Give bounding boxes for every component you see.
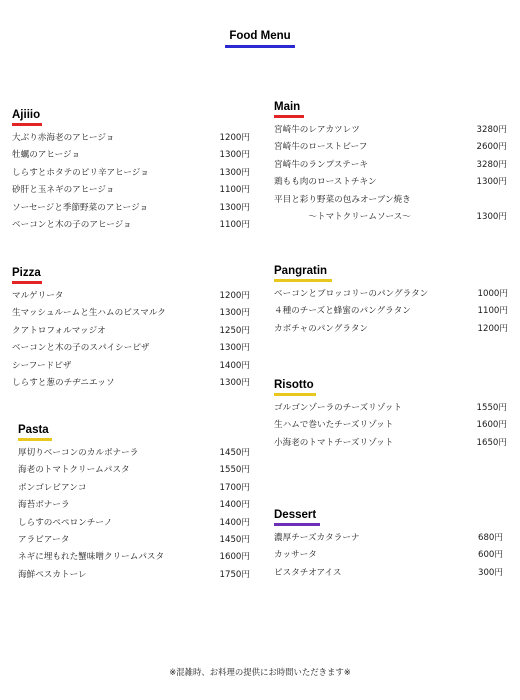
menu-item [12, 200, 250, 217]
menu-item-name: ソーセージと季節野菜のアヒージョ [12, 202, 149, 213]
menu-item-name: 厚切りベーコンのカルボナーラ [18, 448, 139, 458]
menu-item-name: ベーコンと木の子のスパイシーピザ [12, 343, 150, 354]
menu-item [18, 462, 250, 479]
menu-item-price: 1400円 [219, 517, 250, 528]
menu-item-name: ゴルゴンゾーラのチーズリゾット [274, 403, 402, 413]
section-underline-pangratin [274, 279, 332, 282]
menu-item-name: ベーコンとブロッコリーのパングラタン [274, 289, 429, 299]
item-list-pasta [18, 445, 250, 584]
menu-item [274, 530, 503, 547]
section-underline-pasta [18, 438, 52, 441]
menu-item-name: 宮崎牛のレアカツレツ [274, 125, 360, 135]
section-risotto [274, 379, 507, 452]
section-title-ajiiio: Ajiiio [12, 109, 41, 121]
menu-item-name: シーフードピザ [12, 360, 72, 371]
menu-item-name: アラビアータ [18, 535, 70, 546]
menu-item-price: 300円 [478, 567, 503, 578]
menu-item [274, 157, 507, 174]
item-list-pizza [12, 288, 250, 392]
menu-item-price: 3280円 [476, 125, 507, 135]
menu-item-name: 牡蠣のアヒージョ [12, 150, 81, 161]
menu-item-name: ネギに埋もれた蟹味噌クリームパスタ [18, 552, 165, 563]
menu-item-price: 600円 [478, 550, 503, 561]
menu-item-name: 平目と彩り野菜の包みオーブン焼き [274, 194, 411, 205]
menu-item-price: 1100円 [219, 220, 250, 231]
menu-item-price: 1300円 [219, 202, 250, 213]
menu-item [18, 549, 250, 566]
menu-item-name: ピスタチオアイス [274, 567, 342, 578]
menu-item-name: ベーコンと木の子のアヒージョ [12, 220, 132, 231]
section-title-risotto: Risotto [274, 379, 314, 391]
item-list-dessert [274, 530, 503, 582]
menu-item [12, 340, 250, 357]
menu-item-name: ４種のチーズと蜂蜜のパングラタン [274, 306, 411, 317]
page-title-block [0, 30, 520, 48]
section-title-pangratin: Pangratin [274, 265, 328, 277]
item-list-ajiiio [12, 130, 250, 234]
section-title-main: Main [274, 101, 301, 113]
menu-item-name: しらすとホタテのピリ辛アヒージョ [12, 167, 149, 178]
menu-item-price: 1200円 [219, 291, 250, 301]
menu-item-name: 砂肝と玉ネギのアヒージョ [12, 185, 115, 196]
menu-item-price: 1300円 [219, 150, 250, 161]
menu-item-price: 1650円 [476, 437, 507, 448]
menu-item [12, 130, 250, 147]
menu-item-price: 1200円 [219, 133, 250, 143]
menu-item [12, 375, 250, 392]
section-main [274, 101, 507, 226]
menu-item [18, 480, 250, 497]
menu-item [274, 209, 507, 226]
menu-item-price: 3280円 [476, 159, 507, 170]
menu-item-name: 大ぶり赤海老のアヒージョ [12, 133, 115, 143]
menu-item [12, 358, 250, 375]
menu-item [18, 497, 250, 514]
menu-item-name: 濃厚チーズカタラーナ [274, 533, 360, 543]
section-title-pasta: Pasta [18, 424, 49, 436]
menu-item-name: しらすのペペロンチーノ [18, 517, 113, 528]
menu-item-price: 1100円 [477, 306, 508, 317]
menu-item-price: 1700円 [219, 482, 250, 493]
menu-item [274, 139, 507, 156]
section-title-dessert: Dessert [274, 509, 317, 521]
menu-item-price: 680円 [478, 533, 503, 543]
menu-item [18, 567, 250, 584]
menu-item [274, 400, 507, 417]
menu-item [12, 147, 250, 164]
footer-note: ※混雑時、お料理の提供にお時間いただきます※ [169, 667, 351, 677]
menu-item [12, 182, 250, 199]
title-underline [225, 45, 295, 48]
menu-item-name: 生ハムで巻いたチーズリゾット [274, 420, 394, 431]
menu-item [18, 532, 250, 549]
menu-item-price: 1400円 [219, 500, 250, 511]
menu-item [274, 286, 508, 303]
section-pangratin [274, 265, 508, 338]
section-underline-dessert [274, 523, 320, 526]
section-underline-ajiiio [12, 123, 42, 126]
menu-item-price: 1550円 [219, 465, 250, 476]
menu-item-price: 1750円 [219, 569, 250, 580]
section-title-pizza: Pizza [12, 267, 41, 279]
section-pizza [12, 267, 250, 392]
menu-item-price: 1300円 [476, 177, 507, 188]
menu-item-name: 宮崎牛のランプステーキ [274, 159, 369, 170]
menu-item-price: 2600円 [476, 142, 507, 153]
menu-item-price: 1200円 [477, 323, 508, 334]
menu-item-price: 1600円 [476, 420, 507, 431]
menu-item-price: 1550円 [476, 403, 507, 413]
menu-item-price: 1400円 [219, 360, 250, 371]
section-dessert [274, 509, 503, 582]
menu-item-price: 1000円 [477, 289, 508, 299]
menu-item-price: 1300円 [219, 378, 250, 389]
menu-item-price: 1100円 [219, 185, 250, 196]
menu-item-name: クアトロフォルマッジオ [12, 325, 106, 336]
menu-item-name: カッサータ [274, 550, 317, 561]
menu-item [274, 435, 507, 452]
menu-item [274, 122, 507, 139]
menu-item [18, 445, 250, 462]
menu-item-price: 1250円 [219, 325, 250, 336]
menu-item-price: 1300円 [219, 343, 250, 354]
menu-item [12, 323, 250, 340]
menu-item [274, 174, 507, 191]
section-pasta [18, 424, 250, 584]
menu-item [274, 565, 503, 582]
menu-item-price: 1300円 [219, 167, 250, 178]
menu-item-name: 海老のトマトクリームパスタ [18, 465, 130, 476]
menu-item [12, 165, 250, 182]
menu-item-name: カボチャのパングラタン [274, 323, 369, 334]
menu-item [274, 303, 508, 320]
page-title: Food Menu [229, 30, 291, 42]
menu-item [12, 288, 250, 305]
menu-item-price: 1300円 [219, 308, 250, 319]
menu-item-price: 1450円 [219, 448, 250, 458]
menu-item-name: ～トマトクリームソース～ [274, 212, 411, 223]
menu-item [18, 515, 250, 532]
menu-item [274, 192, 507, 209]
section-underline-main [274, 115, 304, 118]
menu-item-name: 宮崎牛のローストビーフ [274, 142, 368, 153]
menu-item-price: 1300円 [476, 212, 507, 223]
item-list-risotto [274, 400, 507, 452]
menu-item-name: 生マッシュルームと生ハムのビスマルク [12, 308, 166, 319]
menu-item-name: 海鮮ペスカトーレ [18, 569, 87, 580]
menu-item-price: 1600円 [219, 552, 250, 563]
menu-item [12, 305, 250, 322]
menu-item-name: マルゲリータ [12, 291, 64, 301]
menu-item-name: 海苔ボナーラ [18, 500, 70, 511]
item-list-main [274, 122, 507, 226]
menu-item-name: 鶏もも肉のローストチキン [274, 177, 377, 188]
menu-item [274, 321, 508, 338]
section-ajiiio [12, 109, 250, 234]
menu-item-name: しらすと葱のチヂニエッソ [12, 378, 115, 389]
menu-item-name: ボンゴレビアンコ [18, 482, 87, 493]
menu-item [274, 547, 503, 564]
section-underline-risotto [274, 393, 316, 396]
menu-item-price: 1450円 [219, 535, 250, 546]
menu-item [274, 417, 507, 434]
section-underline-pizza [12, 281, 42, 284]
menu-item [12, 217, 250, 234]
item-list-pangratin [274, 286, 508, 338]
menu-item-name: 小海老のトマトチーズリゾット [274, 437, 394, 448]
